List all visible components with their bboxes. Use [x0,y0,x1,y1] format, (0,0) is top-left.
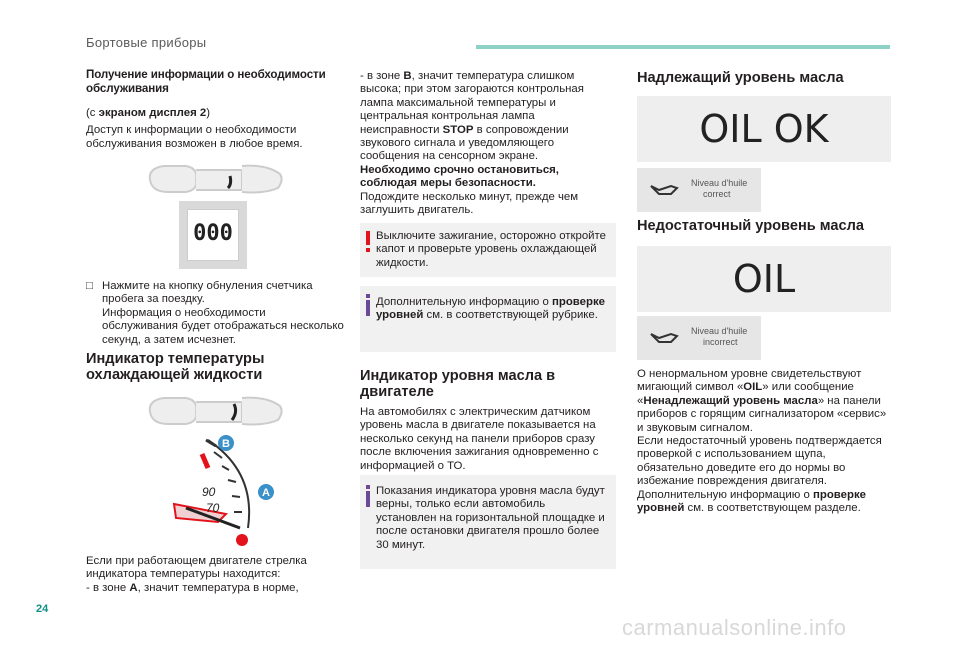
column-2 [360,70,616,217]
oil-bad-title: Недостаточный уровень масла [637,218,865,234]
service-intro: Доступ к информации о необходимости обслуживания возможен в любое время. [86,124,303,150]
temp-intro: Если при работающем двигателе стрелка индикатора температуры находится: [86,555,307,581]
oil-abnormal-text: О ненормальном уровне свидетельствуют мигающий символ «OIL» или сообщение «Ненадлежащий уровень масла» на панели приборов с горящим сигнализатором «сервис» и звуковым сигналом. [637,368,887,434]
zone-b-text: - в зоне B, значит температура слишком высока; при этом загораются контрольная лампа максимальной температуры и центральная контрольная лампа неисправности STOP в сопровождении звукового сигнала и уведомляющего сообщения на сенсорном экране. [360,70,584,163]
oil-ok-display: OIL OK [637,96,891,162]
gauge-label-90: 90 [202,485,216,499]
gauge-label-a: A [262,487,270,499]
temp-title: Индикатор температуры охлаждающей жидкости [86,351,265,384]
header-accent-bar [476,45,890,49]
column-1 [86,68,344,151]
urgent-stop-text: Необходимо срочно остановиться, соблюдая меры безопасности. [360,163,559,190]
oil-title: Индикатор уровня масла в двигателе [360,368,556,400]
display-screen [179,201,247,269]
instrument-cluster-icon-2 [146,392,288,432]
instrument-cluster-icon [146,160,288,200]
coolant-temp-gauge [166,432,278,550]
watermark: carmanualsonline.info [622,615,847,640]
step-item: □ Нажмите на кнопку обнуления счетчика пробега за поездку. Информация о необходимости обслуживания будет отображаться несколько секунд, а затем исчезнет. [86,280,344,346]
gauge-label-70: 70 [206,501,220,515]
info-icon-2 [366,491,370,507]
oil-can-icon-2 [649,330,679,344]
oil-can-icon [649,182,679,196]
info-box-oil: Показания индикатора уровня масла будут верны, только если автомобиль установлен на горизонтальной площадке и после остановки двигателя прошло более 30 минут. [360,475,616,569]
warning-icon [366,231,370,245]
oil-ok-small-display: Niveau d'huile correct [637,168,761,212]
column-3-text [637,368,893,515]
gauge-label-b: B [222,438,230,450]
oil-ok-title: Надлежащий уровень масла [637,70,844,86]
warning-box: Выключите зажигание, осторожно откройте капот и проверьте уровень охлаждающей жидкости. [360,223,616,277]
column-1-lower [86,280,344,383]
display-value: 000 [193,221,233,246]
oil-intro: На автомобилях с электрическим датчиком уровень масла в двигателе показывается на несколько секунд на панели приборов сразу после включения зажигания одновременно с информацией о ТО. [360,406,599,472]
header-title: Бортовые приборы [86,35,207,50]
oil-check-text: Если недостаточный уровень подтверждается проверкой с использованием щупа, обязательно доведите его до нормы во избежание повреждения двигателя. [637,435,882,488]
section-title-service: Получение информации о необходимости обслуживания [86,68,326,95]
info-box-levels: Дополнительную информацию о проверке уровней см. в соответствующей рубрике. [360,286,616,352]
oil-bad-display: OIL [637,246,891,312]
step-bullet-icon: □ [86,280,93,292]
zone-a-text: - в зоне A, значит температура в норме, [86,581,299,594]
info-icon [366,300,370,316]
wait-text: Подождите несколько минут, прежде чем заглушить двигатель. [360,190,579,217]
column-1-bottom [86,555,344,595]
oil-section [360,368,616,473]
page-number: 24 [36,603,49,615]
oil-more-info: Дополнительную информацию о проверке уровней см. в соответствующем разделе. [637,488,866,515]
screen-note: (с экраном дисплея 2) [86,107,211,119]
oil-bad-small-display: Niveau d'huile incorrect [637,316,761,360]
